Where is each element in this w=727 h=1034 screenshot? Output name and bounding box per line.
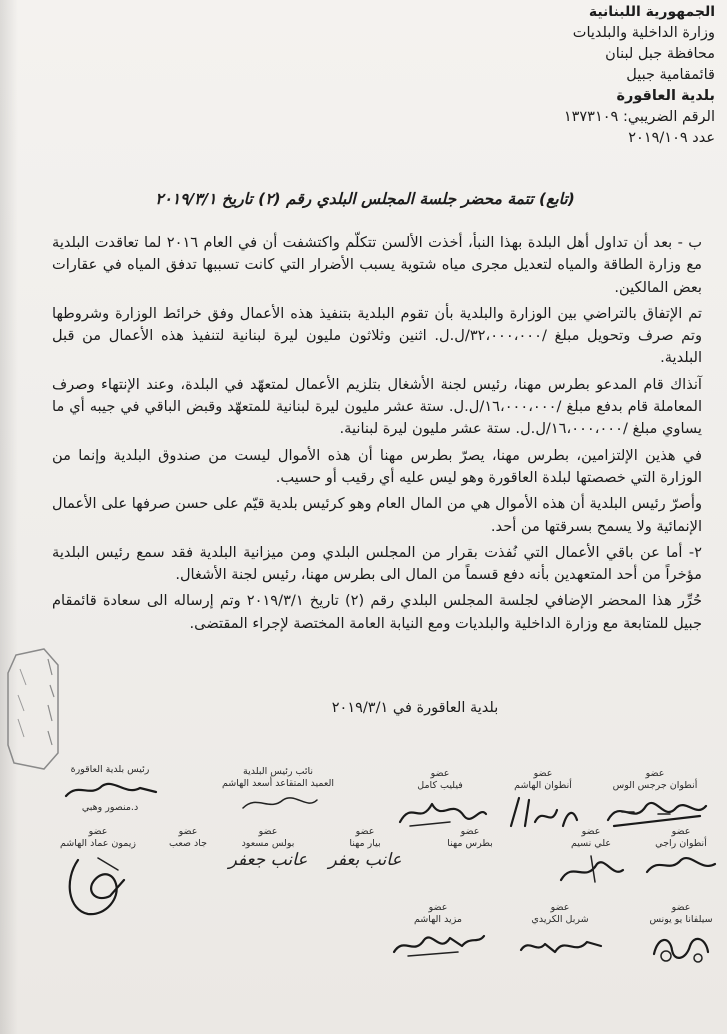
paragraph: ب - بعد أن تداول أهل البلدة بهذا النبأ، أخذت الألسن تتكلّم واكتشفت أن في العام ٢٠١٦ لما تعاقدت البلدية مع وزارة الطاقة والمياه لتعديل مجرى مياه شتوية يسبب الأضرار التي كانت تسببها تدفق المياه في عقارات بعض المالكين. <box>52 234 703 296</box>
paragraph: وأصرّ رئيس البلدية أن هذه الأموال هي من المال العام وهو كرئيس بلدية قيّم على حسن صرفها على الأعمال الإنمائية ولا يسمح بسرقتها من أحد. <box>52 495 702 535</box>
signatory-role: عضو <box>671 826 691 837</box>
signatory-role: نائب رئيس البلدية <box>242 766 314 777</box>
signature-block <box>420 826 520 850</box>
signature-block <box>512 902 608 960</box>
signatory-name: فيليب كامل <box>417 780 463 791</box>
signature-block <box>55 764 165 814</box>
letterhead <box>415 2 715 149</box>
signatory-role: عضو <box>258 826 278 837</box>
handwritten-signature <box>58 850 138 920</box>
signatory-role: رئيس بلدية العاقورة <box>70 764 150 775</box>
document-title: (تابع) تتمة محضر جلسة المجلس البلدي رقم (٢) تاريخ ٢٠١٩/٣/١ <box>155 190 575 208</box>
signatory-name: مزيد الهاشم <box>413 914 463 925</box>
place-date: بلدية العاقورة في ٢٠١٩/٣/١ <box>331 700 499 716</box>
page-edge-shadow <box>0 0 18 1034</box>
signatory-role: عضو <box>460 826 480 837</box>
signatory-name: سيلفانا يو يونس <box>649 914 713 925</box>
signatory-role: عضو <box>581 826 601 837</box>
signature-block <box>390 768 490 832</box>
signatory-role: عضو <box>550 902 570 913</box>
handwritten-signature <box>60 776 160 802</box>
signatory-name: بطرس مهنا <box>447 838 493 849</box>
municipality-name: بلدية العاقورة <box>616 88 715 104</box>
handwritten-signature <box>646 926 716 966</box>
handwritten-signature <box>233 790 323 816</box>
signature-block <box>326 826 404 870</box>
district-name: قائمقامية جبيل <box>626 67 715 83</box>
signatory-role: عضو <box>178 826 198 837</box>
signatory-role: عضو <box>355 826 375 837</box>
reference-number: عدد ٢٠١٩/١٠٩ <box>628 130 715 146</box>
signatory-name: أنطوان الهاشم <box>514 780 572 791</box>
handwritten-signature <box>515 926 605 960</box>
signature-block <box>218 766 338 816</box>
signatory-name: أنطوان راجي <box>655 838 707 849</box>
signature-block <box>590 768 720 832</box>
signatory-role: عضو <box>533 768 553 779</box>
handwritten-signature <box>641 850 721 878</box>
signatory-name: جاد صعب <box>169 838 207 849</box>
handwritten-signature <box>388 926 488 960</box>
signature-block <box>228 826 308 870</box>
signatory-role: عضو <box>430 768 450 779</box>
paragraph: ٢- أما عن باقي الأعمال التي نُفذت بقرار من المجلس البلدي ومن ميزانية البلدية فقد سمع رئيس البلدية مؤخراً من أحد المتعهدين بأنه دفع قسماً من المال الى بطرس مهنا، رئيس لجنة الأشغال. <box>52 543 702 584</box>
signature-block <box>640 902 722 966</box>
paragraph: حُرِّر هذا المحضر الإضافي لجلسة المجلس البلدي رقم (٢) تاريخ ٢٠١٩/٣/١ وتم إرساله الى سعادة قائمقام جبيل للمتابعة مع وزارة الداخلية والبلديات ومع النيابة العامة المختصة لإجراء المقتضى. <box>52 592 703 632</box>
paragraph: في هذين الإلتزامين، بطرس مهنا، يصرّ بطرس مهنا أن هذه الأموال ليست من صندوق البلدية وإنما من الوزارة التي خصصتها لبلدة العاقورة وهو ليس عليه أي رقيب أو حسيب. <box>52 446 702 486</box>
signature-block <box>388 902 488 960</box>
official-stamp <box>4 645 62 773</box>
republic-name: الجمهورية اللبنانية <box>588 4 715 20</box>
ministry-name: وزارة الداخلية والبلديات <box>572 25 715 41</box>
signatory-name: أنطوان جرجس الوس <box>612 780 698 791</box>
signature-block <box>44 826 152 920</box>
signatory-name: بيار مهنا <box>349 838 381 849</box>
signatory-role: عضو <box>88 826 108 837</box>
signatory-role: عضو <box>671 902 691 913</box>
signatory-role: عضو <box>428 902 448 913</box>
signatory-name: د.منصور وهبي <box>81 802 139 813</box>
signatory-name: العميد المتقاعد أسعد الهاشم <box>221 778 335 789</box>
document-body <box>52 232 702 639</box>
signature-block <box>548 826 634 888</box>
signature-block <box>158 826 218 850</box>
governorate-name: محافظة جبل لبنان <box>605 46 715 62</box>
tax-number: الرقم الضريبي: ١٣٧٣١٠٩ <box>563 109 715 125</box>
handwritten-signature: عانب جعفر <box>228 850 308 870</box>
signatory-name: بولس مسعود <box>241 838 295 849</box>
signature-block <box>640 826 722 878</box>
handwritten-signature <box>551 850 631 888</box>
signatory-name: زيمون عماد الهاشم <box>59 838 137 849</box>
paragraph: آنذاك قام المدعو بطرس مهنا، رئيس لجنة الأشغال بتلزيم الأعمال لمتعهّد في البلدة، وعند الإنتهاء وصرف المعاملة قام بدفع مبلغ /١٦،٠٠٠،٠٠٠/ل.ل. ستة عشر مليون ليرة لبنانية للمتعهّد وقبض الباقي في جيبه أي ما يساوي مبلغ /١٦،٠٠٠،٠٠٠/ل.ل. ستة عشر مليون ليرة لبنانية. <box>52 375 702 438</box>
paragraph: تم الإتفاق بالتراضي بين الوزارة والبلدية بأن تقوم البلدية بتنفيذ هذه الأعمال وفق خرائط الوزارة وشروطها وتم صرف وتحويل مبلغ /٣٢،٠٠٠،٠٠٠/ل.ل. اثنين وثلاثون مليون ليرة لبنانية لتنفيذ هذه الأعمال من قبل البلدية. <box>52 304 702 367</box>
signatory-role: عضو <box>645 768 665 779</box>
signatory-name: علي نسيم <box>570 838 612 849</box>
signature-block <box>498 768 588 832</box>
signatory-name: شربل الكريدي <box>531 914 589 925</box>
handwritten-signature: عانب بعفر <box>328 850 402 870</box>
